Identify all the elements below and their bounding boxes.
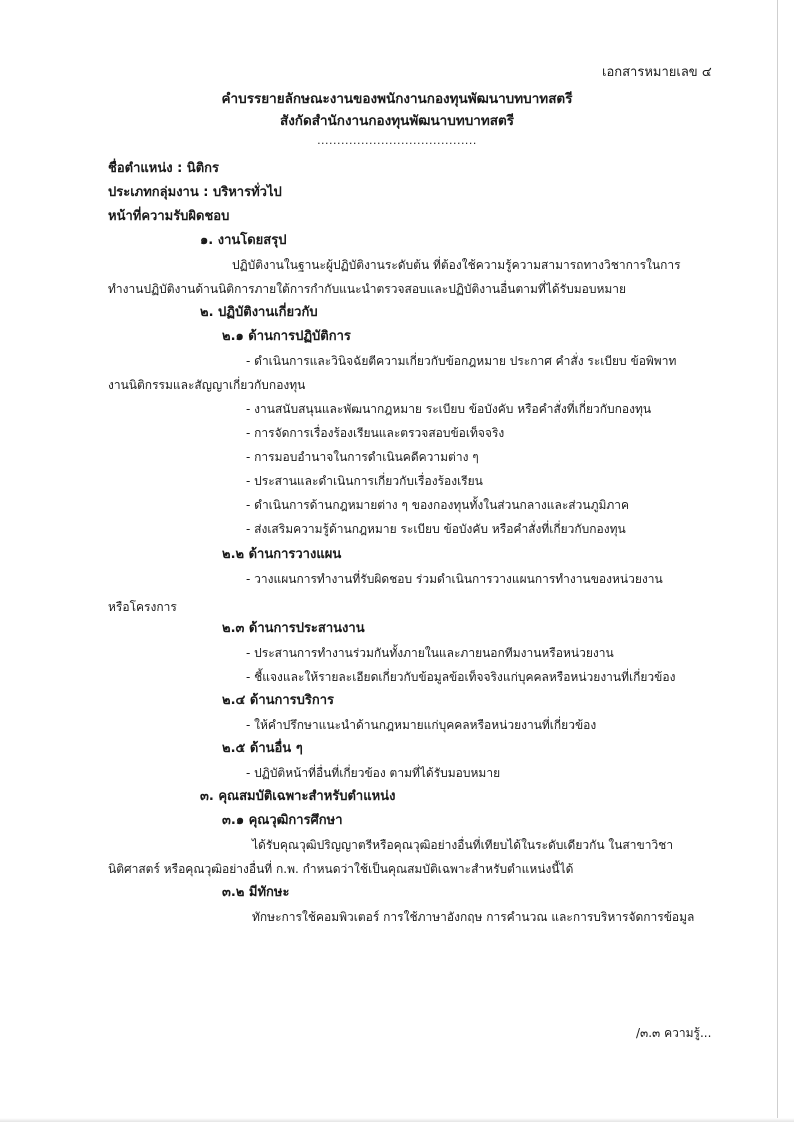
section-3-2-heading: ๓.๒ มีทักษะ [222,885,290,900]
section-2-3-heading: ๒.๓ ด้านการประสานงาน [222,621,365,636]
section-2-4-heading: ๒.๔ ด้านการบริการ [222,693,335,708]
section-2-1-item-7: - ส่งเสริมความรู้ด้านกฎหมาย ระเบียบ ข้อบังคับ หรือคำสั่งที่เกี่ยวกับกองทุน [246,522,626,536]
section-2-3-item-1: - ประสานการทำงานร่วมกันทั้งภายในและภายนอกทีมงานหรือหน่วยงาน [246,646,614,660]
section-3-heading: ๓. คุณสมบัติเฉพาะสำหรับตำแหน่ง [200,789,396,804]
position-title: ชื่อตำแหน่ง : นิติกร [108,161,219,176]
section-2-1-heading: ๒.๑ ด้านการปฏิบัติการ [222,329,351,344]
job-group: ประเภทกลุ่มงาน : บริหารทั่วไป [108,185,282,200]
section-2-2-heading: ๒.๒ ด้านการวางแผน [222,547,342,562]
page-bottom-shadow [0,1118,794,1122]
section-2-2-item-1-line-1: - วางแผนการทำงานที่รับผิดชอบ ร่วมดำเนินการวางแผนการทำงานของหน่วยงาน [246,572,663,586]
document-number: เอกสารหมายเลข ๔ [602,65,712,80]
section-2-1-item-5: - ประสานและดำเนินการเกี่ยวกับเรื่องร้องเรียน [246,474,483,488]
page-edge-line [777,0,778,1122]
section-2-1-item-3: - การจัดการเรื่องร้องเรียนและตรวจสอบข้อเท็จจริง [246,426,505,440]
section-2-4-item-1: - ให้คำปรึกษาแนะนำด้านกฎหมายแก่บุคคลหรือหน่วยงานที่เกี่ยวข้อง [246,718,597,732]
duties-heading: หน้าที่ความรับผิดชอบ [108,209,230,224]
section-2-heading: ๒. ปฏิบัติงานเกี่ยวกับ [200,305,318,320]
section-2-1-item-2: - งานสนับสนุนและพัฒนากฎหมาย ระเบียบ ข้อบังคับ หรือคำสั่งที่เกี่ยวกับกองทุน [246,402,652,416]
section-2-2-item-1-line-2: หรือโครงการ [108,600,177,614]
title-divider: ........................................ [317,134,477,147]
section-2-1-item-6: - ดำเนินการด้านกฎหมายต่าง ๆ ของกองทุนทั้งในส่วนกลางและส่วนภูมิภาค [246,498,630,512]
section-2-1-item-1-line-1: - ดำเนินการและวินิจฉัยตีความเกี่ยวกับข้อกฎหมาย ประกาศ คำสั่ง ระเบียบ ข้อพิพาท [246,354,677,368]
section-2-3-item-2: - ชี้แจงและให้รายละเอียดเกี่ยวกับข้อมูลข้อเท็จจริงแก่บุคคลหรือหน่วยงานที่เกี่ยวข้อง [246,670,676,684]
section-1-paragraph-line-1: ปฏิบัติงานในฐานะผู้ปฏิบัติงานระดับต้น ที่ต้องใช้ความรู้ความสามารถทางวิชาการในการ [232,258,681,272]
section-3-2-line-1: ทักษะการใช้คอมพิวเตอร์ การใช้ภาษาอังกฤษ การคำนวณ และการบริหารจัดการข้อมูล [252,910,695,924]
title-line-2: สังกัดสำนักงานกองทุนพัฒนาบทบาทสตรี [279,113,515,129]
section-2-1-item-1-line-2: งานนิติกรรมและสัญญาเกี่ยวกับกองทุน [108,378,306,392]
section-1-heading: ๑. งานโดยสรุป [200,233,287,248]
section-3-1-line-1: ได้รับคุณวุฒิปริญญาตรีหรือคุณวุฒิอย่างอื่นที่เทียบได้ในระดับเดียวกัน ในสาขาวิชา [252,838,674,852]
continuation-note: /๓.๓ ความรู้... [636,1026,712,1040]
section-2-1-item-4: - การมอบอำนาจในการดำเนินคดีความต่าง ๆ [246,450,479,464]
section-2-5-item-1: - ปฏิบัติหน้าที่อื่นที่เกี่ยวข้อง ตามที่ได้รับมอบหมาย [246,766,501,780]
section-2-5-heading: ๒.๕ ด้านอื่น ๆ [222,741,303,756]
section-1-paragraph-line-2: ทำงานปฏิบัติงานด้านนิติการภายใต้การกำกับแนะนำตรวจสอบและปฏิบัติงานอื่นตามที่ได้รับมอบหมาย [108,282,627,296]
section-3-1-heading: ๓.๑ คุณวุฒิการศึกษา [222,813,343,828]
section-3-1-line-2: นิติศาสตร์ หรือคุณวุฒิอย่างอื่นที่ ก.พ. กำหนดว่าใช้เป็นคุณสมบัติเฉพาะสำหรับตำแหน่งนี้ได้ [108,862,574,876]
title-line-1: คำบรรยายลักษณะงานของพนักงานกองทุนพัฒนาบทบาทสตรี [221,91,573,107]
